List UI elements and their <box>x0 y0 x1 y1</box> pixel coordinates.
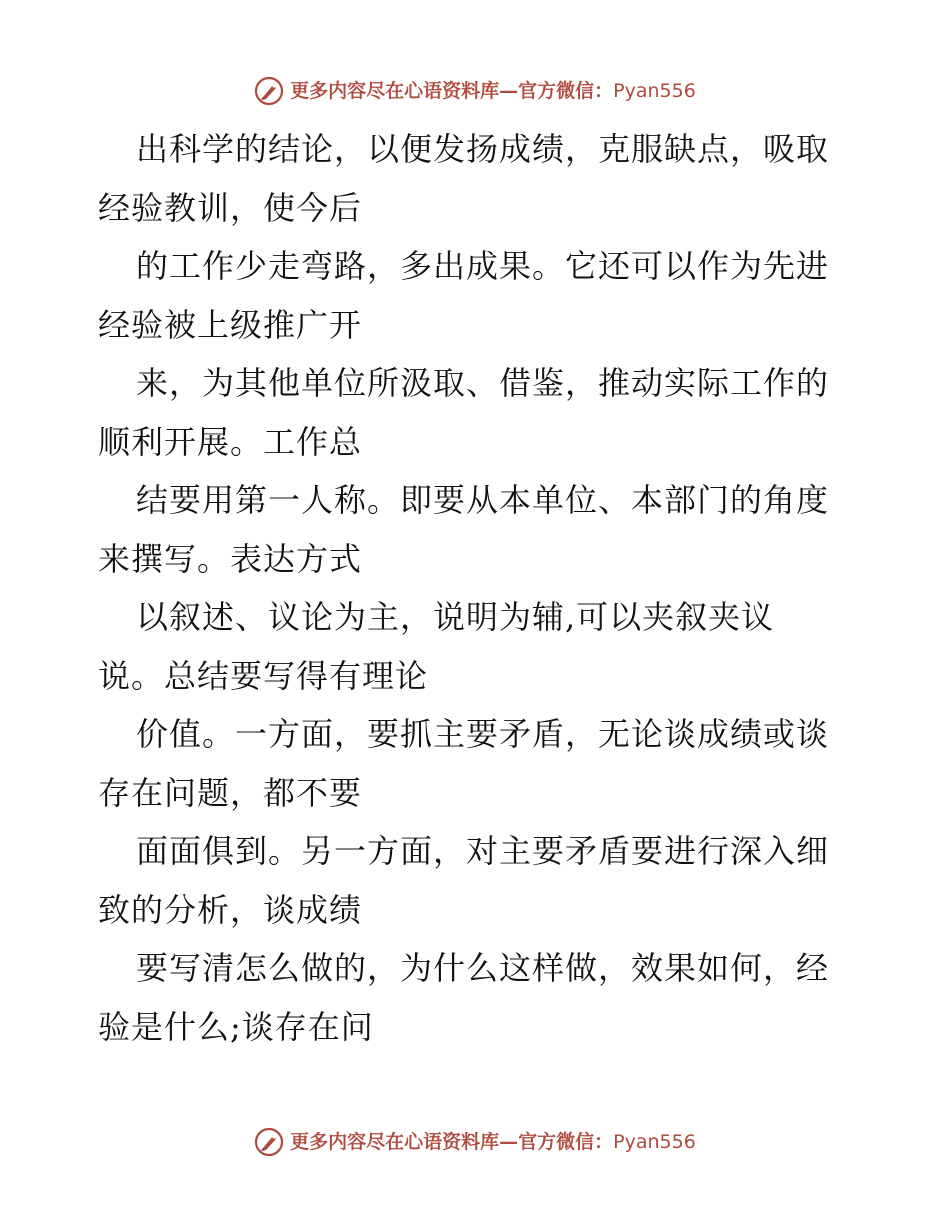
text-line: 验是什么;谈存在问 <box>98 1007 374 1046</box>
text-line: 经验教训，使今后 <box>98 188 363 227</box>
header-watermark <box>0 76 950 106</box>
text-line: 顺利开展。工作总 <box>98 422 363 461</box>
text-line: 致的分析，谈成绩 <box>98 890 363 929</box>
footer-watermark <box>0 1127 950 1157</box>
header-watermark-text: 更多内容尽在心语资料库—官方微信： <box>290 80 614 102</box>
pen-nib-logo-icon <box>254 1127 284 1157</box>
text-line: 来，为其他单位所汲取、借鉴，推动实际工作的 <box>136 364 830 402</box>
footer-watermark-handle: Pyan556 <box>613 1131 696 1153</box>
text-line: 价值。一方面，要抓主要矛盾，无论谈成绩或谈 <box>136 715 830 753</box>
document-body <box>98 120 858 1056</box>
text-line: 结要用第一人称。即要从本单位、本部门的角度 <box>136 481 830 519</box>
text-line: 经验被上级推广开 <box>98 305 363 344</box>
text-line: 的工作少走弯路，多出成果。它还可以作为先进 <box>136 247 830 285</box>
footer-watermark-text: 更多内容尽在心语资料库—官方微信： <box>290 1131 614 1153</box>
text-line: 以叙述、议论为主，说明为辅,可以夹叙夹议 <box>136 598 775 636</box>
text-line: 来撰写。表达方式 <box>98 539 363 578</box>
text-line: 出科学的结论，以便发扬成绩，克服缺点，吸取 <box>136 130 830 168</box>
header-watermark-handle: Pyan556 <box>613 80 696 102</box>
text-line: 要写清怎么做的，为什么这样做，效果如何，经 <box>136 949 830 987</box>
text-line: 存在问题，都不要 <box>98 773 363 812</box>
text-line: 说。总结要写得有理论 <box>98 656 429 695</box>
text-line: 面面俱到。另一方面，对主要矛盾要进行深入细 <box>136 832 830 870</box>
pen-nib-logo-icon <box>254 76 284 106</box>
